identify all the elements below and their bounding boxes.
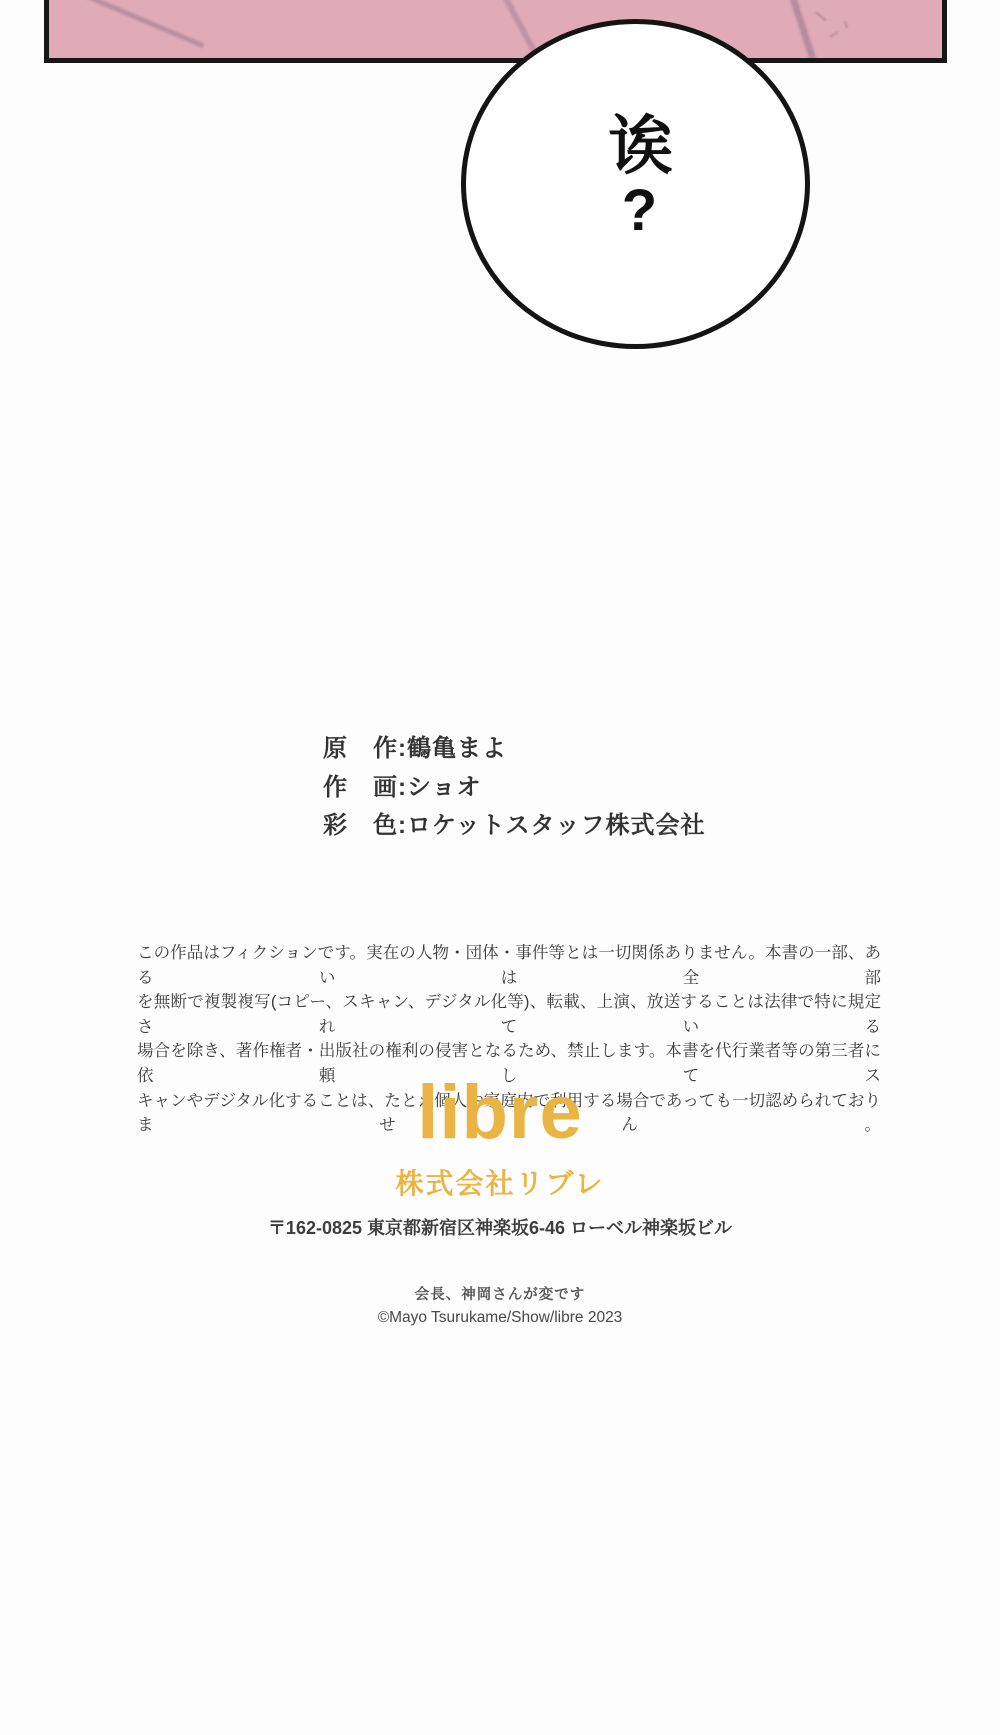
credits-block — [323, 730, 706, 846]
disclaimer-line: を無断で複製複写(コピー、スキャン、デジタル化等)、転載、上演、放送することは法律で特に規定されている — [137, 993, 881, 1036]
disclaimer-line: 場合を除き、著作権者・出版社の権利の侵害となるため、禁止します。本書を代行業者等の第三者に依頼してス — [137, 1042, 881, 1085]
publisher-company-name: 株式会社リブレ — [395, 1168, 605, 1199]
branch-stroke — [78, 0, 204, 48]
branch-twig — [829, 31, 839, 39]
speech-bubble — [461, 19, 810, 349]
publisher-address: 〒162-0825 東京都新宿区神楽坂6-46 ローベル神楽坂ビル — [267, 1218, 733, 1238]
work-title: 会長、神岡さんが変です — [414, 1287, 586, 1303]
copyright-line: ©Mayo Tsurukame/Show/libre 2023 — [377, 1309, 623, 1326]
speech-bubble-text: 诶 — [608, 110, 673, 182]
disclaimer-line: この作品はフィクションです。実在の人物・団体・事件等とは一切関係ありません。本書の一部、あるいは全部 — [137, 944, 881, 987]
credit-artist: 作 画:ショオ — [323, 773, 482, 801]
disclaimer-line: キャンやデジタル化することは、たとえ個人や家庭内で利用する場合であっても一切認められておりません。 — [137, 1091, 881, 1135]
credit-original-author: 原 作:鶴亀まよ — [323, 735, 507, 762]
publisher-logo-row — [0, 1070, 1000, 1155]
manga-panel — [44, 0, 947, 63]
libre-logo: libre — [417, 1070, 583, 1155]
speech-bubble-question-mark: ? — [621, 178, 658, 243]
branch-twig — [815, 11, 828, 22]
credit-coloring: 彩 色:ロケットスタッフ株式会社 — [323, 812, 706, 839]
branch-stroke — [777, 0, 821, 63]
branch-twig — [843, 20, 849, 29]
